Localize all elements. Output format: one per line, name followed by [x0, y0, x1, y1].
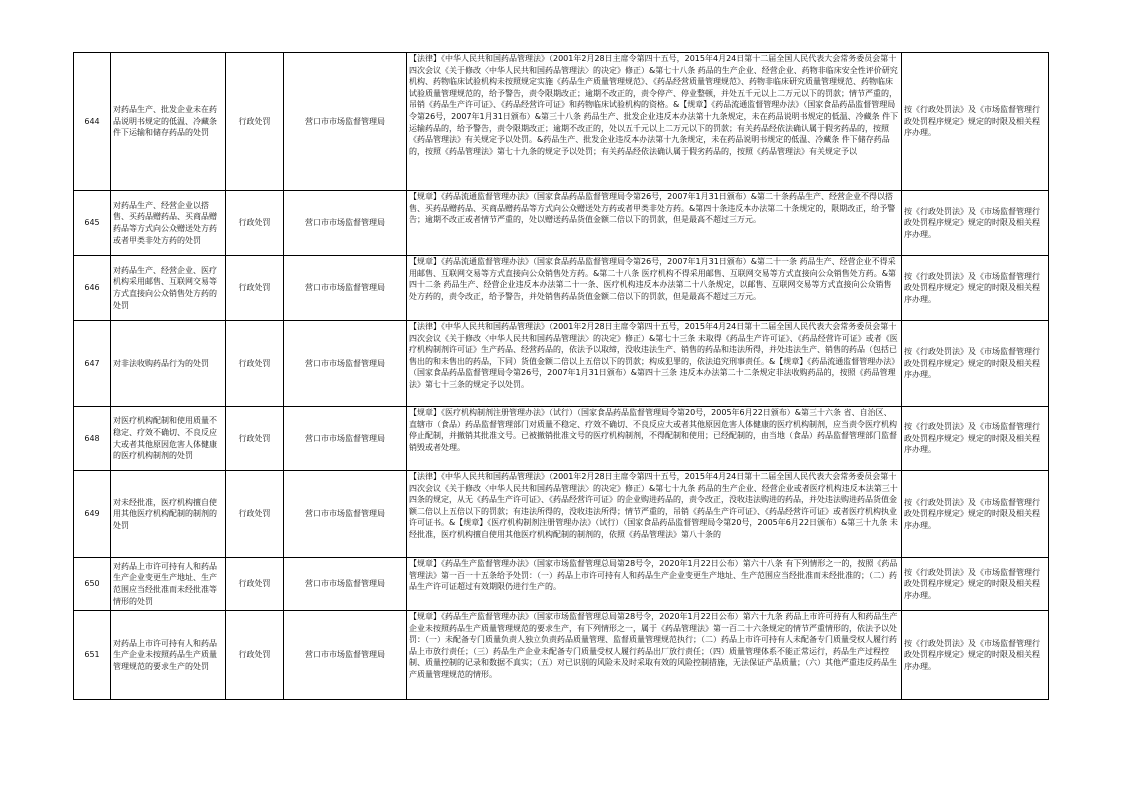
enforcement-agency: 营口市市场监督管理局	[284, 407, 407, 471]
legal-basis-text: 【规章】《药品生产监督管理办法》（国家市场监督管理总局第28号令，2020年1月22日公布）第六十八条 有下列情形之一的，按照《药品管理法》第一百一十五条给予处罚：（一）药品上市许可持有人和药品生产企业变更生产地址、生产范围应当经批准而未经批准的；（二）药品生产许可证超过有效期限仍进行生产的。	[409, 559, 898, 592]
item-type: 行政处罚	[226, 53, 284, 191]
procedure-note: 按《行政处罚法》及《市场监督管理行政处罚程序规定》规定的时限及相关程序办理。	[902, 611, 1049, 700]
legal-basis	[407, 558, 902, 611]
procedure-note: 按《行政处罚法》及《市场监督管理行政处罚程序规定》规定的时限及相关程序办理。	[902, 407, 1049, 471]
enforcement-agency: 营口市市场监督管理局	[284, 471, 407, 558]
procedure-note: 按《行政处罚法》及《市场监督管理行政处罚程序规定》规定的时限及相关程序办理。	[902, 321, 1049, 407]
item-name: 对药品生产、批发企业未在药品说明书规定的低温、冷藏条件下运输和储存药品的处罚	[111, 53, 226, 191]
legal-basis	[407, 53, 902, 191]
legal-basis-text: 【法律】《中华人民共和国药品管理法》（2001年2月28日主席令第四十五号，2015年4月24日第十二届全国人民代表大会常务委员会第十四次会议《关于修改〈中华人民共和国药品管理法〉的决定》修正）&第七十三条 未取得《药品生产许可证》、《药品经营许可证》或者《医疗机构制剂许可证》生产药品、经营药品的，依法予以取缔，没收违法生产、销售的药品和违法所得，并处违法生产、销售的药品（包括已售出的和未售出的药品，下同）货值金额二倍以上五倍以下的罚款；构成犯罪的，依法追究刑事责任。&【规章】《药品流通监督管理办法》（国家食品药品监督管理局令第26号，2007年1月31日颁布）&第四十三条 违反本办法第二十二条规定非法收购药品的，按照《药品管理法》第七十三条的规定予以处罚。	[409, 322, 898, 389]
legal-basis	[407, 191, 902, 256]
legal-basis-text: 【规章】《药品流通监督管理办法》（国家食品药品监督管理局令第26号，2007年1月31日颁布）&第二十条药品生产、经营企业不得以搭售、买药品赠药品、买商品赠药品等方式向公众赠送处方药或者甲类非处方药。&第四十条违反本办法第二十条规定的，限期改正，给予警告；逾期不改正或者情节严重的，处以赠送药品货值金额二倍以下的罚款，但是最高不超过三万元。	[409, 192, 896, 225]
row-number: 649	[74, 471, 111, 558]
legal-basis-text: 【法律】《中华人民共和国药品管理法》（2001年2月28日主席令第四十五号，2015年4月24日第十二届全国人民代表大会常务委员会第十四次会议《关于修改〈中华人民共和国药品管理法〉的决定》修正）&第七十八条 药品的生产企业、经营企业、药物非临床安全性评价研究机构、药物临床试验机构未按照规定实施《药品生产质量管理规范》、《药品经营质量管理规范》、药物非临床研究质量管理规范、药物临床试验质量管理规范的，给予警告，责令限期改正；逾期不改正的，责令停产、停业整顿，并处五千元以上二万元以下的罚款；情节严重的，吊销《药品生产许可证》、《药品经营许可证》和药物临床试验机构的资格。&【规章】《药品流通监督管理办法》（国家食品药品监督管理局令第26号，2007年1月31日颁布）&第三十八条 药品生产、批发企业违反本办法第十九条规定，未在药品说明书规定的低温、冷藏条 件下运输药品的，给予警告，责令限期改正；逾期不改正的，处以五千元以上二万元以下的罚款；有关药品经依法确认属于假劣药品的，按照《药品管理法》有关规定予以处罚。&药品生产、批发企业违反本办法第十九条规定，未在药品说明书规定的低温、冷藏条 件下储存药品的，按照《药品管理法》第七十九条的规定予以处罚；有关药品经依法确认属于假劣药品的，按照《药品管理法》有关规定予以	[409, 54, 899, 156]
row-number: 651	[74, 611, 111, 700]
enforcement-agency: 营口市市场监督管理局	[284, 256, 407, 321]
table-row	[74, 256, 1049, 321]
row-number: 648	[74, 407, 111, 471]
table-row	[74, 558, 1049, 611]
table-row	[74, 191, 1049, 256]
legal-basis-text: 【规章】《药品流通监督管理办法》（国家食品药品监督管理局令第26号，2007年1月31日颁布）&第二十一条 药品生产、经营企业不得采用邮售、互联网交易等方式直接向公众销售处方药。&第二十八条 医疗机构不得采用邮售、互联网交易等方式直接向公众销售处方药。&第四十二条 药品生产、经营企业违反本办法第二十一条、医疗机构违反本办法第二十八条规定，以邮售、互联网交易等方式直接向公众销售处方药的，责令改正，给予警告，并处销售药品货值金额二倍以下的罚款，但是最高不超过三万元。	[409, 257, 897, 301]
row-number: 644	[74, 53, 111, 191]
item-type: 行政处罚	[226, 256, 284, 321]
enforcement-agency: 营口市市场监督管理局	[284, 53, 407, 191]
item-type: 行政处罚	[226, 321, 284, 407]
item-name: 对药品生产、经营企业以搭售、买药品赠药品、买商品赠药品等方式向公众赠送处方药或者甲类非处方药的处罚	[111, 191, 226, 256]
item-type: 行政处罚	[226, 191, 284, 256]
penalty-table	[73, 52, 1049, 700]
legal-basis	[407, 256, 902, 321]
enforcement-agency: 营口市市场监督管理局	[284, 558, 407, 611]
table-row	[74, 321, 1049, 407]
row-number: 650	[74, 558, 111, 611]
table-body	[74, 53, 1049, 700]
enforcement-agency: 营口市市场监督管理局	[284, 611, 407, 700]
item-name: 对未经批准，医疗机构擅自使用其他医疗机构配制的制剂的处罚	[111, 471, 226, 558]
legal-basis	[407, 407, 902, 471]
legal-basis	[407, 471, 902, 558]
item-name: 对非法收购药品行为的处罚	[111, 321, 226, 407]
item-type: 行政处罚	[226, 471, 284, 558]
row-number: 645	[74, 191, 111, 256]
procedure-note: 按《行政处罚法》及《市场监督管理行政处罚程序规定》规定的时限及相关程序办理。	[902, 471, 1049, 558]
enforcement-agency: 营口市市场监督管理局	[284, 191, 407, 256]
table-row	[74, 53, 1049, 191]
procedure-note: 按《行政处罚法》及《市场监督管理行政处罚程序规定》规定的时限及相关程序办理。	[902, 558, 1049, 611]
table-row	[74, 407, 1049, 471]
item-name: 对医疗机构配制和使用质量不稳定、疗效不确切、不良反应大或者其他原因危害人体健康的医疗机构制剂的处罚	[111, 407, 226, 471]
procedure-note: 按《行政处罚法》及《市场监督管理行政处罚程序规定》规定的时限及相关程序办理。	[902, 53, 1049, 191]
legal-basis	[407, 611, 902, 700]
item-type: 行政处罚	[226, 558, 284, 611]
item-type: 行政处罚	[226, 611, 284, 700]
item-name: 对药品生产、经营企业、医疗机构采用邮售、互联网交易等方式直接向公众销售处方药的处罚	[111, 256, 226, 321]
row-number: 647	[74, 321, 111, 407]
legal-basis	[407, 321, 902, 407]
enforcement-agency: 营口市市场监督管理局	[284, 321, 407, 407]
legal-basis-text: 【法律】《中华人民共和国药品管理法》（2001年2月28日主席令第四十五号，2015年4月24日第十二届全国人民代表大会常务委员会第十四次会议《关于修改〈中华人民共和国药品管理法〉的决定》修正）&第七十九条 药品的生产企业、经营企业或者医疗机构违反本法第三十四条的规定，从无《药品生产许可证》、《药品经营许可证》的企业购进药品的，责令改正，没收违法购进的药品，并处违法购进药品货值金额二倍以上五倍以下的罚款；有违法所得的，没收违法所得；情节严重的，吊销《药品生产许可证》、《药品经营许可证》或者医疗机构执业许可证书。&【规章】《医疗机构制剂注册管理办法》（试行）（国家食品药品监督管理局令第20号，2005年6月22日颁布）&第三十九条 未经批准，医疗机构擅自使用其他医疗机构配制的制剂的，依照《药品管理法》第八十条的	[409, 472, 898, 539]
item-name: 对药品上市许可持有人和药品生产企业未按照药品生产质量管理规范的要求生产的处罚	[111, 611, 226, 700]
procedure-note: 按《行政处罚法》及《市场监督管理行政处罚程序规定》规定的时限及相关程序办理。	[902, 191, 1049, 256]
legal-basis-text: 【规章】《药品生产监督管理办法》（国家市场监督管理总局第28号令，2020年1月22日公布）第六十九条 药品上市许可持有人和药品生产企业未按照药品生产质量管理规范的要求生产，有下列情形之一，属于《药品管理法》第一百二十六条规定的情节严重情形的，依法予以处罚：（一）未配备专门质量负责人独立负责药品质量管理、监督质量管理规范执行；（二）药品上市许可持有人未配备专门质量受权人履行药品上市放行责任；（三）药品生产企业未配备专门质量受权人履行药品出厂放行责任；（四）质量管理体系不能正常运行，药品生产过程控制、质量控制的记录和数据不真实；（五）对已识别的风险未及时采取有效的风险控制措施，无法保证产品质量；（六）其他严重违反药品生产质量管理规范的情形。	[409, 612, 898, 679]
item-type: 行政处罚	[226, 407, 284, 471]
table-row	[74, 611, 1049, 700]
row-number: 646	[74, 256, 111, 321]
item-name: 对药品上市许可持有人和药品生产企业变更生产地址、生产范围应当经批准而未经批准等情形的处罚	[111, 558, 226, 611]
legal-basis-text: 【规章】《医疗机构制剂注册管理办法》（试行）（国家食品药品监督管理局令第20号，2005年6月22日颁布）&第三十六条 省、自治区、直辖市（食品）药品监督管理部门对质量不稳定、疗效不确切、不良反应大或者其他原因危害人体健康的医疗机构制剂，应当责令医疗机构停止配制，并撤销其批准文号。已被撤销批准文号的医疗机构制剂，不得配制和使用；已经配制的，由当地（食品）药品监督管理部门监督销毁或者处理。	[409, 408, 897, 452]
table-row	[74, 471, 1049, 558]
procedure-note: 按《行政处罚法》及《市场监督管理行政处罚程序规定》规定的时限及相关程序办理。	[902, 256, 1049, 321]
